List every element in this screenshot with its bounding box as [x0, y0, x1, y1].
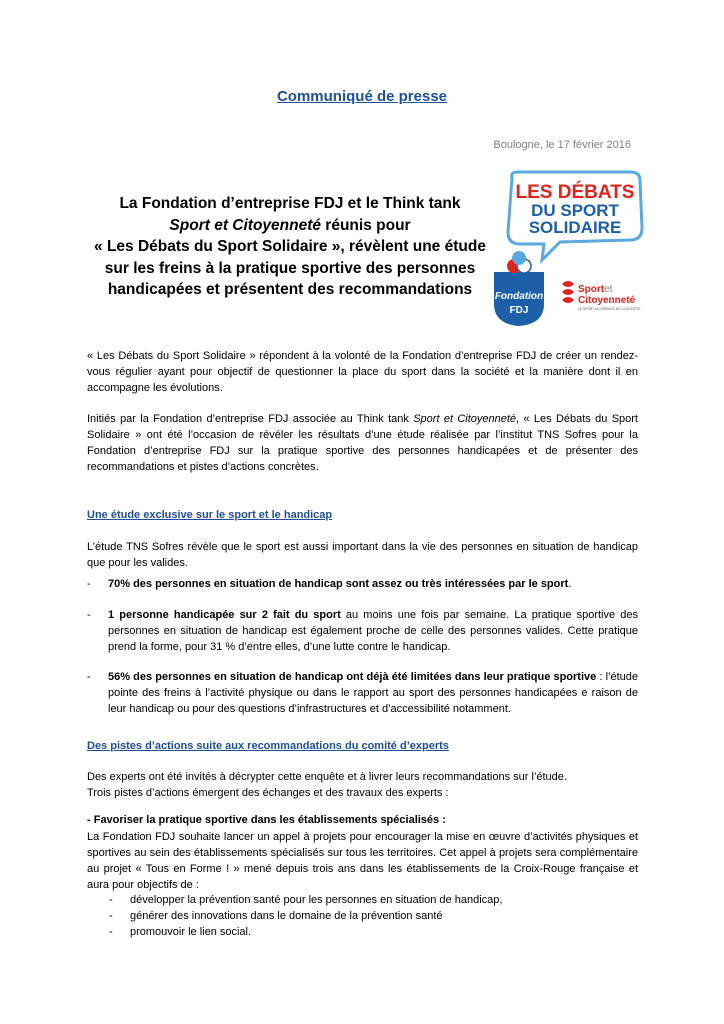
section-1-intro: L’étude TNS Sofres révèle que le sport est aussi important dans la vie des personnes en situation de handicap que pour les valides. [87, 541, 638, 569]
bullet-dash: - [87, 578, 91, 590]
debats-sport-solidaire-logo [490, 168, 650, 328]
bullet-rest: : l’étude pointe des freins à l’activité physique ou dans le rapport au sport des personnes handicapées e raison de leur handicap ou pour des questions d’infrastructures et d’accessibilité notamment. [108, 671, 639, 715]
citoyennete-label: Citoyenneté [578, 295, 636, 306]
section-2-intro-2: Trois pistes d’actions émergent des échanges et des travaux des experts : [87, 787, 449, 799]
bullet-dash: - [109, 894, 113, 906]
logo-line-3: SOLIDAIRE [528, 218, 622, 237]
bullet-rest: au moins une fois par semaine. La pratique sportive des personnes en situation de handicap est également proche de celle des personnes valides. Cette pratique prend la forme, pour 31 % d’entre elles, d’une lutte contre le handicap. [108, 609, 638, 653]
sport-tagline: LE SPORT AU SERVICE DE LA SOCIÉTÉ [578, 307, 641, 311]
headline-line-2-rest: réunis pour [321, 216, 411, 234]
sport-label: Sport [578, 284, 605, 295]
bullet-bold: 70% des personnes en situation de handicap sont assez ou très intéressées par le sport [108, 578, 569, 590]
bullet-text [108, 607, 638, 655]
sub-section-title: - Favoriser la pratique sportive dans les établissements spécialisés : [87, 814, 446, 826]
bullet-dash: - [87, 609, 91, 621]
sport-word [578, 284, 613, 295]
clover-leaf-icon [512, 251, 526, 265]
press-release-title: Communiqué de presse [276, 88, 448, 105]
headline-line-5: handicapées et présentent des recommandations [107, 281, 473, 298]
section-2-intro-1: Des experts ont été invités à décrypter cette enquête et à livrer leurs recommandations sur l’étude. [87, 771, 567, 783]
sport-citoyennete-logo [562, 281, 641, 311]
list-item-text: promouvoir le lien social. [130, 926, 252, 938]
list-item-text: développer la prévention santé pour les personnes en situation de handicap, [130, 894, 503, 906]
bullet-dash: - [87, 671, 91, 683]
intro-p2-italic: Sport et Citoyenneté [413, 413, 517, 425]
bullet-bold: 56% des personnes en situation de handicap ont déjà été limitées dans leur pratique sportive [108, 671, 597, 683]
intro-p2-end: , « Les Débats du Sport Solidaire » ont été l’occasion de révéler les résultats d’une étude réalisée par l’institut TNS Sofres pour la Fondation d’entreprise FDJ sur la pratique sportive des personnes handicapées et de présenter des recommandations et pistes d’actions concrètes. [87, 413, 638, 473]
intro-paragraph-1: « Les Débats du Sport Solidaire » répondent à la volonté de la Fondation d’entreprise FDJ de créer un rendez-vous régulier ayant pour objectif de questionner la place du sport dans la société et la manière dont il en accompagne les évolutions. [87, 350, 638, 394]
intro-p2-start: Initiés par la Fondation d’entreprise FDJ associée au Think tank [87, 413, 414, 425]
bullet-text [108, 669, 638, 717]
bullet-dash: - [109, 926, 113, 938]
list-item-text: générer des innovations dans le domaine de la prévention santé [130, 910, 443, 922]
headline-italic-name: Sport et Citoyenneté [169, 216, 321, 234]
et-label: et [604, 284, 613, 295]
bullet-bold: 1 personne handicapée sur 2 fait du sport [108, 609, 341, 621]
headline-line-1: La Fondation d’entreprise FDJ et le Think tank [119, 195, 461, 212]
bullet-dash: - [109, 910, 113, 922]
fondation-label: Fondation [494, 291, 544, 302]
intro-paragraph-2 [87, 411, 638, 475]
fdj-label: FDJ [509, 305, 529, 316]
headline-line-4: sur les freins à la pratique sportive des personnes [104, 259, 476, 277]
date-line: Boulogne, le 17 février 2016 [493, 139, 631, 151]
headline-line-2 [80, 215, 500, 237]
main-headline [80, 193, 500, 301]
flame-icon [562, 281, 574, 303]
logo-line-2: DU SPORT [531, 201, 619, 220]
logo-line-1: LES DÉBATS [515, 182, 635, 203]
section-2-heading: Des pistes d’actions suite aux recommandations du comité d’experts [87, 740, 449, 752]
bullet-text [108, 576, 638, 592]
bullet-rest: . [568, 578, 572, 590]
headline-line-3: « Les Débats du Sport Solidaire », révèlent une étude [94, 238, 486, 255]
section-1-heading: Une étude exclusive sur le sport et le handicap [87, 509, 333, 521]
sub-section-text: La Fondation FDJ souhaite lancer un appel à projets pour encourager la mise en œuvre d’activités physiques et sportives au sein des établissements spécialisés sur tous les territoires. Cet appel à projets sera complémentaire au projet « Tous en Forme ! » mené depuis trois ans dans les établissements de la Croix-Rouge française et aura pour objectifs de : [87, 831, 638, 891]
